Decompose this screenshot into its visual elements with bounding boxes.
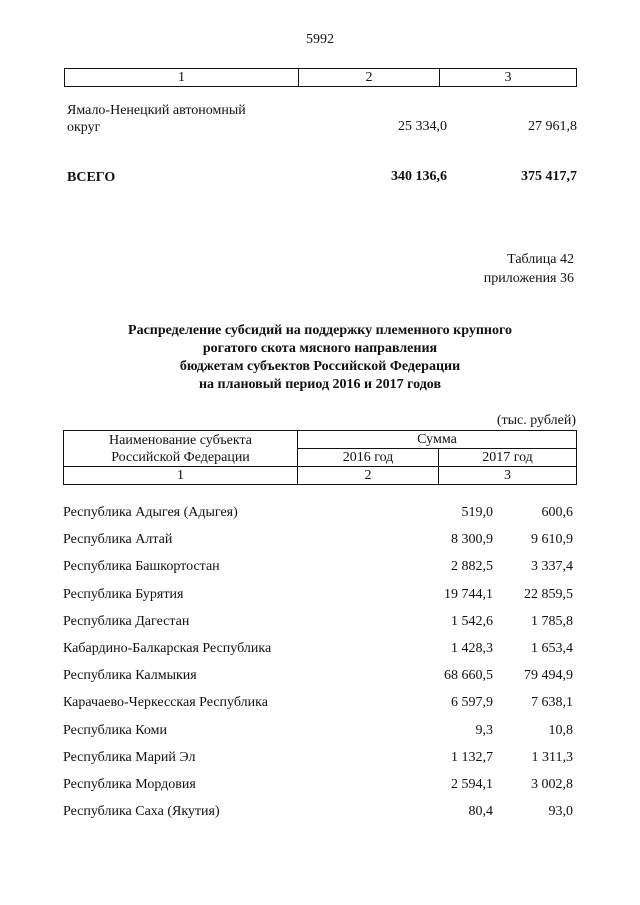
row-value-2016: 2 882,5	[451, 559, 493, 575]
row-name	[67, 102, 297, 136]
row-name-line2: округ	[67, 120, 101, 135]
title-line: рогатого скота мясного направления	[202, 341, 438, 356]
header-subject	[64, 431, 298, 467]
header-sum: Сумма	[298, 431, 577, 449]
row-name: Кабардино-Балкарская Республика	[63, 640, 272, 656]
row-value-2017: 9 610,9	[531, 532, 573, 548]
row-value-2017: 79 494,9	[524, 668, 573, 684]
row-value-2016: 1 428,3	[451, 640, 493, 656]
col-number-3: 3	[439, 467, 577, 485]
row-name: Республика Бурятия	[63, 586, 184, 602]
row-name: Республика Калмыкия	[63, 668, 197, 684]
table-header	[63, 430, 577, 485]
row-name: Республика Дагестан	[63, 613, 190, 629]
col-number-2: 2	[299, 69, 440, 87]
row-value-2017: 93,0	[548, 804, 573, 820]
row-value-2017: 1 653,4	[531, 640, 573, 656]
table-row	[63, 641, 573, 668]
row-value-2016: 25 334,0	[398, 119, 447, 134]
title-line: на плановый период 2016 и 2017 годов	[198, 377, 442, 392]
table-row	[63, 668, 573, 695]
row-name: Республика Коми	[63, 722, 167, 738]
row-name: Республика Марий Эл	[63, 749, 196, 765]
table-row	[63, 695, 573, 722]
row-value-2017: 3 002,8	[531, 776, 573, 792]
row-value-2017: 600,6	[541, 505, 573, 520]
table-row	[63, 532, 573, 559]
row-value-2016: 1 132,7	[451, 749, 493, 765]
total-value-2017: 375 417,7	[521, 169, 577, 184]
title-line: Распределение субсидий на поддержку племенного крупного	[128, 323, 512, 338]
col-number-1: 1	[65, 69, 299, 87]
row-value-2017: 1 311,3	[531, 749, 573, 765]
title-line: бюджетам субъектов Российской Федерации	[179, 359, 461, 374]
row-value-2017: 7 638,1	[531, 695, 573, 711]
header-year-2016: 2016 год	[298, 449, 439, 467]
continuation-column-numbers	[64, 68, 577, 87]
row-value-2016: 519,0	[461, 505, 493, 520]
document-title	[0, 322, 640, 394]
col-number-1: 1	[64, 467, 298, 485]
row-value-2016: 1 542,6	[451, 613, 493, 629]
table-row	[63, 505, 573, 532]
table-body	[63, 505, 573, 831]
row-value-2016: 6 597,9	[451, 695, 493, 711]
row-value-2016: 80,4	[468, 804, 493, 820]
row-name: Республика Мордовия	[63, 776, 196, 792]
row-value-2017: 22 859,5	[524, 586, 573, 602]
row-value-2016: 2 594,1	[451, 776, 493, 792]
row-name: Республика Саха (Якутия)	[63, 804, 220, 820]
table-note-line2: приложения 36	[483, 271, 574, 286]
table-row	[63, 750, 573, 777]
page-number: 5992	[306, 32, 334, 47]
table-note-line1: Таблица 42	[507, 252, 574, 267]
row-name: Республика Алтай	[63, 532, 173, 548]
table-row	[63, 559, 573, 586]
row-value-2016: 8 300,9	[451, 532, 493, 548]
row-value-2016: 68 660,5	[444, 668, 493, 684]
row-value-2017: 10,8	[548, 722, 573, 738]
row-value-2017: 27 961,8	[528, 119, 577, 134]
header-subject-line2: Российской Федерации	[111, 449, 250, 465]
row-name: Республика Башкортостан	[63, 559, 220, 575]
row-value-2016: 19 744,1	[444, 586, 493, 602]
row-name-line1: Ямало-Ненецкий автономный	[67, 103, 246, 118]
table-row	[63, 777, 573, 804]
col-number-2: 2	[298, 467, 439, 485]
table-row	[63, 723, 573, 750]
col-number-3: 3	[440, 69, 577, 87]
header-year-2017: 2017 год	[439, 449, 577, 467]
header-subject-line1: Наименование субъекта	[109, 432, 252, 448]
table-row	[63, 587, 573, 614]
table-row	[63, 804, 573, 831]
table-row	[63, 614, 573, 641]
total-value-2016: 340 136,6	[391, 169, 447, 184]
units-label: (тыс. рублей)	[496, 413, 576, 428]
row-value-2017: 1 785,8	[531, 613, 573, 629]
table-note	[484, 250, 574, 288]
total-label: ВСЕГО	[67, 170, 116, 185]
row-name: Карачаево-Черкесская Республика	[63, 695, 268, 711]
row-value-2017: 3 337,4	[531, 559, 573, 575]
row-value-2016: 9,3	[475, 722, 493, 738]
row-name: Республика Адыгея (Адыгея)	[63, 505, 238, 520]
